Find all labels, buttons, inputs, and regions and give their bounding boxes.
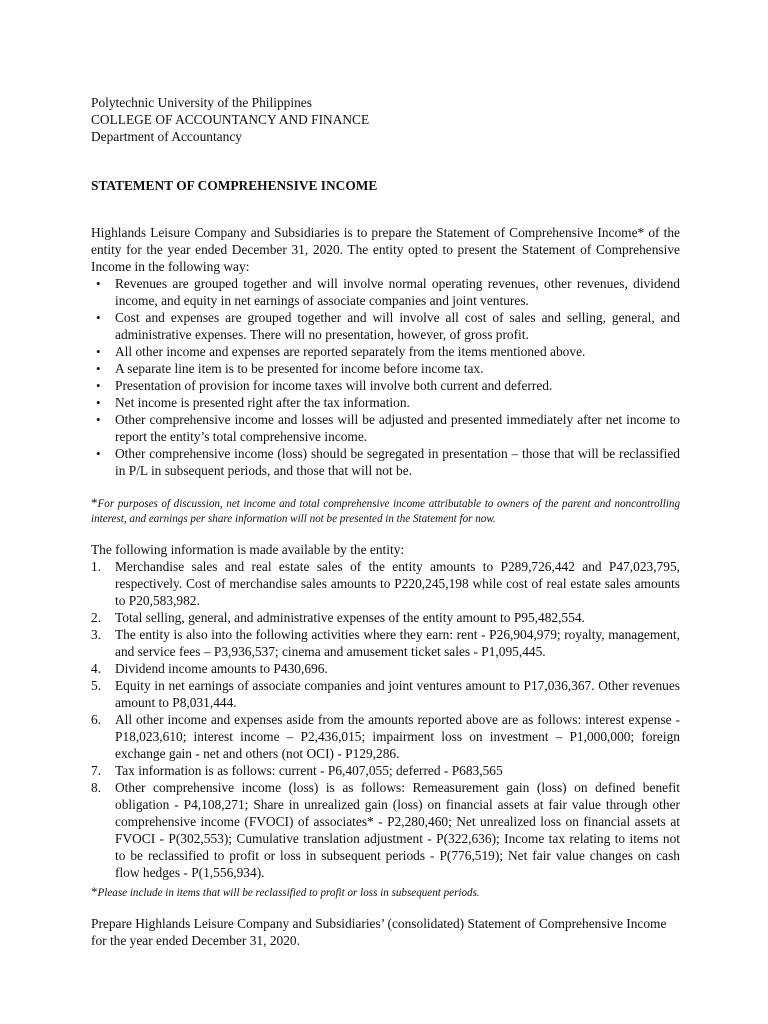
footnote-discussion: [91, 495, 680, 527]
department-name: Department of Accountancy: [91, 129, 242, 144]
list-item: [91, 779, 680, 881]
intro-paragraph: Highlands Leisure Company and Subsidiaries is to prepare the Statement of Comprehensive Income* of the entity for the year ended December 31, 2020. The entity opted to present the Statement of Comprehensive Income in the following way:: [91, 225, 680, 274]
item-number: 2.: [91, 610, 102, 625]
college-name: COLLEGE OF ACCOUNTANCY AND FINANCE: [91, 112, 370, 127]
item-text: Other comprehensive income (loss) is as follows: Remeasurement gain (loss) on defined benefit obligation - P4,108,271; Share in unrealized gain (loss) on financial assets at fair value through other comprehensive income (FVOCI) of associates* - P2,280,460; Net unrealized loss on financial assets at FVOCI - P(302,553); Cumulative translation adjustment - P(322,636); Income tax relating to items not to be reclassified to profit or loss in subsequent periods - P(776,519); Net fair value changes on cash flow hedges - P(1,556,934).: [115, 780, 680, 880]
item-text: Total selling, general, and administrative expenses of the entity amount to P95,482,554.: [115, 610, 585, 625]
item-text: Equity in net earnings of associate companies and joint ventures amount to P17,036,367. Other revenues amount to P8,031,444.: [115, 678, 680, 710]
bullet-item: • Presentation of provision for income taxes will involve both current and deferred.: [115, 377, 680, 394]
item-text: Dividend income amounts to P430,696.: [115, 661, 328, 676]
list-item: [91, 558, 680, 609]
footnote-reclassify: [91, 884, 680, 901]
list-item: [91, 626, 680, 660]
item-text: Tax information is as follows: current - P6,407,055; deferred - P683,565: [115, 763, 503, 778]
item-number: 5.: [91, 678, 102, 693]
bullet-item: • All other income and expenses are reported separately from the items mentioned above.: [115, 343, 680, 360]
list-item: [91, 609, 680, 626]
bullet-item: • Revenues are grouped together and will involve normal operating revenues, other revenues, dividend income, and equity in net earnings of associate companies and joint ventures.: [115, 275, 680, 309]
intro-section: [91, 224, 680, 479]
item-text: All other income and expenses aside from the amounts reported above are as follows: interest expense - P18,023,610; interest income – P2,436,015; impairment loss on investment – P1,000,000; foreign exchange gain - net and others (not OCI) - P129,286.: [115, 712, 680, 761]
item-number: 6.: [91, 712, 102, 727]
list-item: [91, 711, 680, 762]
bullet-item: • Net income is presented right after the tax information.: [115, 394, 680, 411]
document-header: [91, 94, 680, 145]
item-number: 8.: [91, 780, 102, 795]
footnote-text: Please include in items that will be reclassified to profit or loss in subsequent periods.: [97, 887, 480, 899]
bullet-item: • Other comprehensive income and losses will be adjusted and presented immediately after net income to report the entity’s total comprehensive income.: [115, 411, 680, 445]
item-text: Merchandise sales and real estate sales of the entity amounts to P289,726,442 and P47,023,795, respectively. Cost of merchandise sales amounts to P220,245,198 while cost of real estate sales amounts to P20,583,982.: [115, 559, 680, 608]
footnote-text: For purposes of discussion, net income and total comprehensive income attributable to owners of the parent and noncontrolling interest, and earnings per share information will not be presented in the Statement for now.: [91, 498, 680, 525]
list-item: [91, 762, 680, 779]
bullet-item: • Cost and expenses are grouped together and will involve all cost of sales and selling, general, and administrative expenses. There will no presentation, however, of gross profit.: [115, 309, 680, 343]
item-text: The entity is also into the following activities where they earn: rent - P26,904,979; royalty, management, and service fees – P3,936,537; cinema and amusement ticket sales - P1,095,445.: [115, 627, 680, 659]
closing-instruction: Prepare Highlands Leisure Company and Subsidiaries’ (consolidated) Statement of Comprehensive Income for the year ended December 31, 2020.: [91, 916, 667, 948]
presentation-bullet-list: [91, 275, 680, 479]
document-title: STATEMENT OF COMPREHENSIVE INCOME: [91, 178, 378, 193]
item-number: 4.: [91, 661, 102, 676]
bullet-item: • A separate line item is to be presented for income before income tax.: [115, 360, 680, 377]
item-number: 3.: [91, 627, 102, 642]
university-name: Polytechnic University of the Philippines: [91, 95, 312, 110]
item-number: 7.: [91, 763, 102, 778]
information-lead: The following information is made available by the entity:: [91, 542, 405, 557]
bullet-item: • Other comprehensive income (loss) should be segregated in presentation – those that will be reclassified in P/L in subsequent periods, and those that will not be.: [115, 445, 680, 479]
information-list-section: [91, 558, 680, 881]
list-item: [91, 660, 680, 677]
item-number: 1.: [91, 559, 102, 574]
information-numbered-list: [91, 558, 680, 881]
footnote-asterisk: *: [91, 495, 98, 510]
footnote-asterisk: *: [91, 884, 98, 899]
list-item: [91, 677, 680, 711]
